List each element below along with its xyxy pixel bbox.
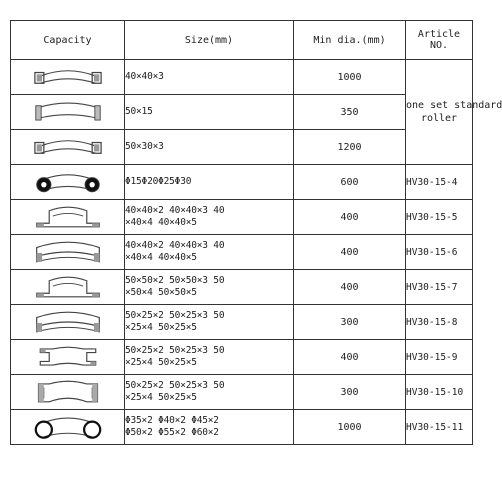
size-line: 40×40×2 40×40×3 40 xyxy=(125,240,225,251)
table-row xyxy=(11,235,473,270)
capacity-cell xyxy=(11,410,125,445)
size-cell xyxy=(125,270,294,305)
size-header: Size(mm) xyxy=(125,21,294,60)
capacity-header: Capacity xyxy=(11,21,125,60)
size-line: ×25×4 50×25×5 xyxy=(125,392,197,403)
article-cell: HV30-15-10 xyxy=(406,375,473,410)
article-cell: HV30-15-6 xyxy=(406,235,473,270)
min-dia-cell: 300 xyxy=(294,375,406,410)
size-line: ×50×4 50×50×5 xyxy=(125,287,197,298)
size-cell xyxy=(125,165,294,200)
size-line: ×40×4 40×40×5 xyxy=(125,252,197,263)
min-dia-cell: 350 xyxy=(294,95,406,130)
article-cell: HV30-15-8 xyxy=(406,305,473,340)
article-cell: HV30-15-11 xyxy=(406,410,473,445)
capacity-cell xyxy=(11,235,125,270)
capacity-cell xyxy=(11,60,125,95)
article-cell: HV30-15-7 xyxy=(406,270,473,305)
size-line: 50×25×2 50×25×3 50 xyxy=(125,310,225,321)
capacity-cell xyxy=(11,200,125,235)
size-cell xyxy=(125,375,294,410)
table-row xyxy=(11,95,473,130)
size-line: ×40×4 40×40×5 xyxy=(125,217,197,228)
t-profile-bend-icon xyxy=(27,270,109,304)
min-dia-cell: 1000 xyxy=(294,60,406,95)
size-cell xyxy=(125,340,294,375)
article-cell: HV30-15-9 xyxy=(406,340,473,375)
size-cell xyxy=(125,305,294,340)
min-dia-cell: 1200 xyxy=(294,130,406,165)
note-line: roller xyxy=(420,113,458,124)
size-cell xyxy=(125,130,294,165)
t-profile-bend-icon xyxy=(27,200,109,234)
capacity-cell xyxy=(11,165,125,200)
standard-roller-note xyxy=(406,60,502,165)
table-row xyxy=(11,130,473,165)
rectangular-tube-bend-icon xyxy=(27,60,109,94)
table-row xyxy=(11,60,473,95)
header-row xyxy=(11,21,473,60)
min-dia-cell: 600 xyxy=(294,165,406,200)
table-row xyxy=(11,375,473,410)
min-dia-cell: 1000 xyxy=(294,410,406,445)
size-line: 50×25×2 50×25×3 50 xyxy=(125,345,225,356)
capacity-cell xyxy=(11,340,125,375)
min-dia-cell: 300 xyxy=(294,305,406,340)
table-row xyxy=(11,410,473,445)
capacity-cell xyxy=(11,375,125,410)
capacity-cell xyxy=(11,95,125,130)
table-row xyxy=(11,340,473,375)
size-line: Φ35×2 Φ40×2 Φ45×2 xyxy=(125,415,219,426)
size-line: ×25×4 50×25×5 xyxy=(125,322,197,333)
size-line: 50×25×2 50×25×3 50 xyxy=(125,380,225,391)
size-line: Φ50×2 Φ55×2 Φ60×2 xyxy=(125,427,219,438)
min-dia-cell: 400 xyxy=(294,235,406,270)
channel-profile-bend-icon xyxy=(27,375,109,409)
min-dia-cell: 400 xyxy=(294,200,406,235)
table-row xyxy=(11,200,473,235)
min-dia-cell: 400 xyxy=(294,270,406,305)
angle-profile-bend-icon xyxy=(27,235,109,269)
size-line: 40×40×3 xyxy=(125,71,164,82)
size-line: Φ15Φ20Φ25Φ30 xyxy=(125,176,192,187)
min-dia-header: Min dia.(mm) xyxy=(294,21,406,60)
size-cell xyxy=(125,95,294,130)
angle-profile-bend-icon xyxy=(27,305,109,339)
size-cell xyxy=(125,410,294,445)
min-dia-cell: 400 xyxy=(294,340,406,375)
size-cell xyxy=(125,200,294,235)
size-line: 40×40×2 40×40×3 40 xyxy=(125,205,225,216)
round-tube-bend-icon xyxy=(27,165,109,199)
size-cell xyxy=(125,235,294,270)
note-line: one set standard xyxy=(406,100,502,111)
article-cell: HV30-15-4 xyxy=(406,165,473,200)
size-line: 50×50×2 50×50×3 50 xyxy=(125,275,225,286)
article-cell: HV30-15-5 xyxy=(406,200,473,235)
capacity-cell xyxy=(11,270,125,305)
i-profile-bend-icon xyxy=(27,340,109,374)
table-row xyxy=(11,305,473,340)
large-round-tube-bend-icon xyxy=(27,410,109,444)
article-header: Article NO. xyxy=(406,21,473,60)
size-cell xyxy=(125,60,294,95)
rectangular-tube-bend-icon xyxy=(27,130,109,164)
capacity-cell xyxy=(11,305,125,340)
size-line: 50×30×3 xyxy=(125,141,164,152)
size-line: 50×15 xyxy=(125,106,153,117)
size-line: ×25×4 50×25×5 xyxy=(125,357,197,368)
table-row xyxy=(11,270,473,305)
table-row xyxy=(11,165,473,200)
specification-table xyxy=(10,20,502,445)
flat-bar-bend-icon xyxy=(27,95,109,129)
capacity-cell xyxy=(11,130,125,165)
